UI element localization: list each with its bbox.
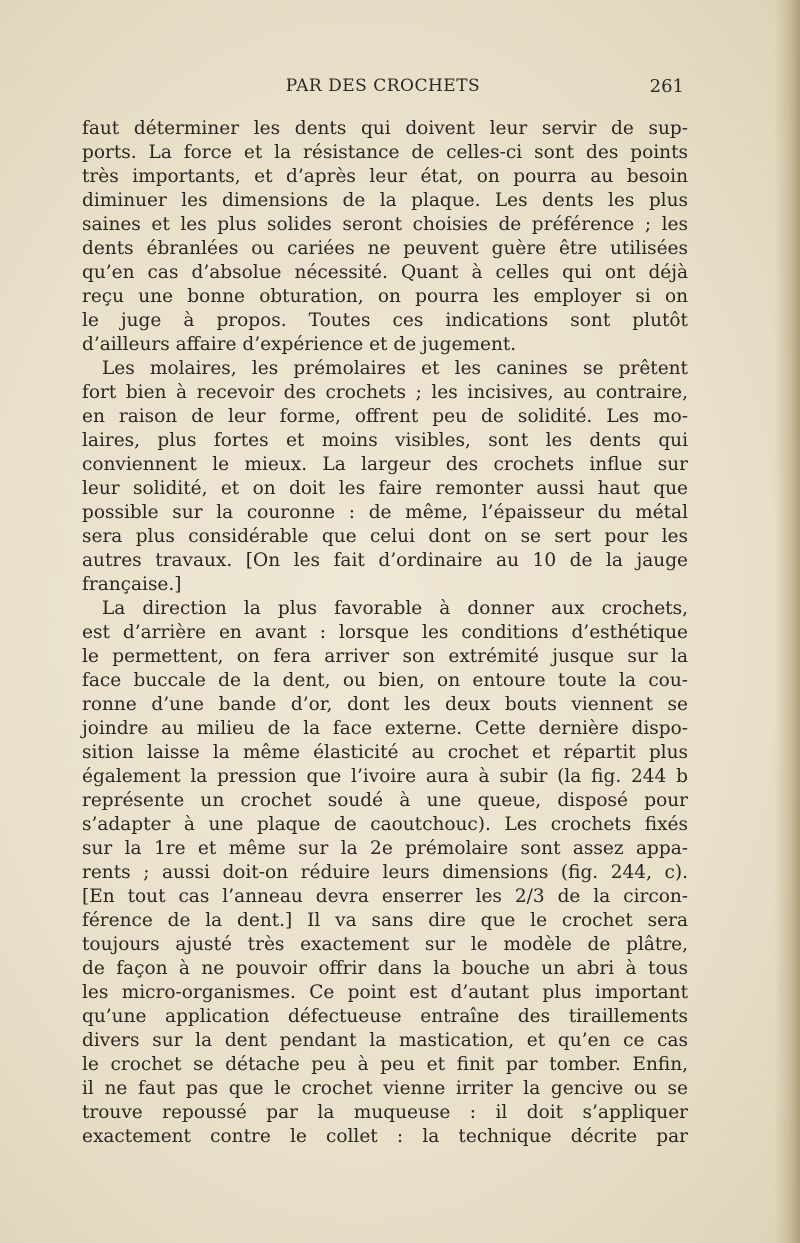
text-line: reçu une bonne obturation, on pourra les employer si on	[82, 286, 688, 307]
text-line: leur solidité, et on doit les faire remonter aussi haut que	[82, 478, 688, 499]
text-line: très importants, et d’après leur état, on pourra au besoin	[82, 166, 688, 187]
text-line: exactement contre le collet : la technique décrite par	[82, 1126, 688, 1147]
text-line: fort bien à recevoir des crochets ; les incisives, au contraire,	[82, 382, 688, 403]
text-line: est d’arrière en avant : lorsque les conditions d’esthétique	[82, 622, 688, 643]
text-line: s’adapter à une plaque de caoutchouc). Les crochets fixés	[82, 814, 688, 835]
text-line: ronne d’une bande d’or, dont les deux bouts viennent se	[82, 694, 688, 715]
text-line: rents ; aussi doit-on réduire leurs dimensions (fig. 244, c).	[82, 862, 688, 883]
text-line: possible sur la couronne : de même, l’épaisseur du métal	[82, 502, 688, 523]
running-title: PAR DES CROCHETS	[285, 76, 481, 96]
text-line: sera plus considérable que celui dont on se sert pour les	[82, 526, 688, 547]
text-line: laires, plus fortes et moins visibles, sont les dents qui	[82, 430, 688, 451]
text-line: qu’en cas d’absolue nécessité. Quant à celles qui ont déjà	[82, 262, 688, 283]
text-line: trouve repoussé par la muqueuse : il doit s’appliquer	[82, 1102, 688, 1123]
text-line: faut déterminer les dents qui doivent leur servir de sup-	[82, 118, 688, 139]
page-number: 261	[649, 76, 684, 97]
text-line: diminuer les dimensions de la plaque. Les dents les plus	[82, 190, 688, 211]
text-line: La direction la plus favorable à donner aux crochets,	[102, 598, 688, 619]
text-line: dents ébranlées ou cariées ne peuvent guère être utilisées	[82, 238, 688, 259]
text-line: face buccale de la dent, ou bien, on entoure toute la cou-	[82, 670, 688, 691]
page-header	[82, 76, 684, 102]
text-line: [En tout cas l’anneau devra enserrer les 2/3 de la circon-	[82, 886, 688, 907]
text-line: toujours ajusté très exactement sur le modèle de plâtre,	[82, 934, 688, 955]
text-line: saines et les plus solides seront choisies de préférence ; les	[82, 214, 688, 235]
text-line: qu’une application défectueuse entraîne des tiraillements	[82, 1006, 688, 1027]
text-line: il ne faut pas que le crochet vienne irriter la gencive ou se	[82, 1078, 688, 1099]
text-line: sur la 1re et même sur la 2e prémolaire sont assez appa-	[82, 838, 688, 859]
text-line: férence de la dent.] Il va sans dire que le crochet sera	[82, 910, 688, 931]
text-line: française.]	[82, 574, 182, 595]
text-line: également la pression que l’ivoire aura à subir (la fig. 244 b	[82, 766, 688, 787]
text-line: Les molaires, les prémolaires et les canines se prêtent	[102, 358, 688, 379]
text-line: en raison de leur forme, offrent peu de solidité. Les mo-	[82, 406, 688, 427]
text-line: joindre au milieu de la face externe. Cette dernière dispo-	[82, 718, 688, 739]
text-line: le juge à propos. Toutes ces indications sont plutôt	[82, 310, 688, 331]
text-line: conviennent le mieux. La largeur des crochets influe sur	[82, 454, 688, 475]
text-line: représente un crochet soudé à une queue, disposé pour	[82, 790, 688, 811]
text-line: les micro-organismes. Ce point est d’autant plus important	[82, 982, 688, 1003]
text-line: de façon à ne pouvoir offrir dans la bouche un abri à tous	[82, 958, 688, 979]
text-line: autres travaux. [On les fait d’ordinaire au 10 de la jauge	[82, 550, 688, 571]
page-edge-shadow	[774, 0, 800, 1243]
text-line: le crochet se détache peu à peu et finit par tomber. Enfin,	[82, 1054, 688, 1075]
text-line: le permettent, on fera arriver son extrémité jusque sur la	[82, 646, 688, 667]
text-line: ports. La force et la résistance de celles-ci sont des points	[82, 142, 688, 163]
text-line: divers sur la dent pendant la mastication, et qu’en ce cas	[82, 1030, 688, 1051]
body-text	[82, 117, 688, 1149]
text-line: sition laisse la même élasticité au crochet et répartit plus	[82, 742, 688, 763]
text-line: d’ailleurs affaire d’expérience et de jugement.	[82, 334, 517, 355]
